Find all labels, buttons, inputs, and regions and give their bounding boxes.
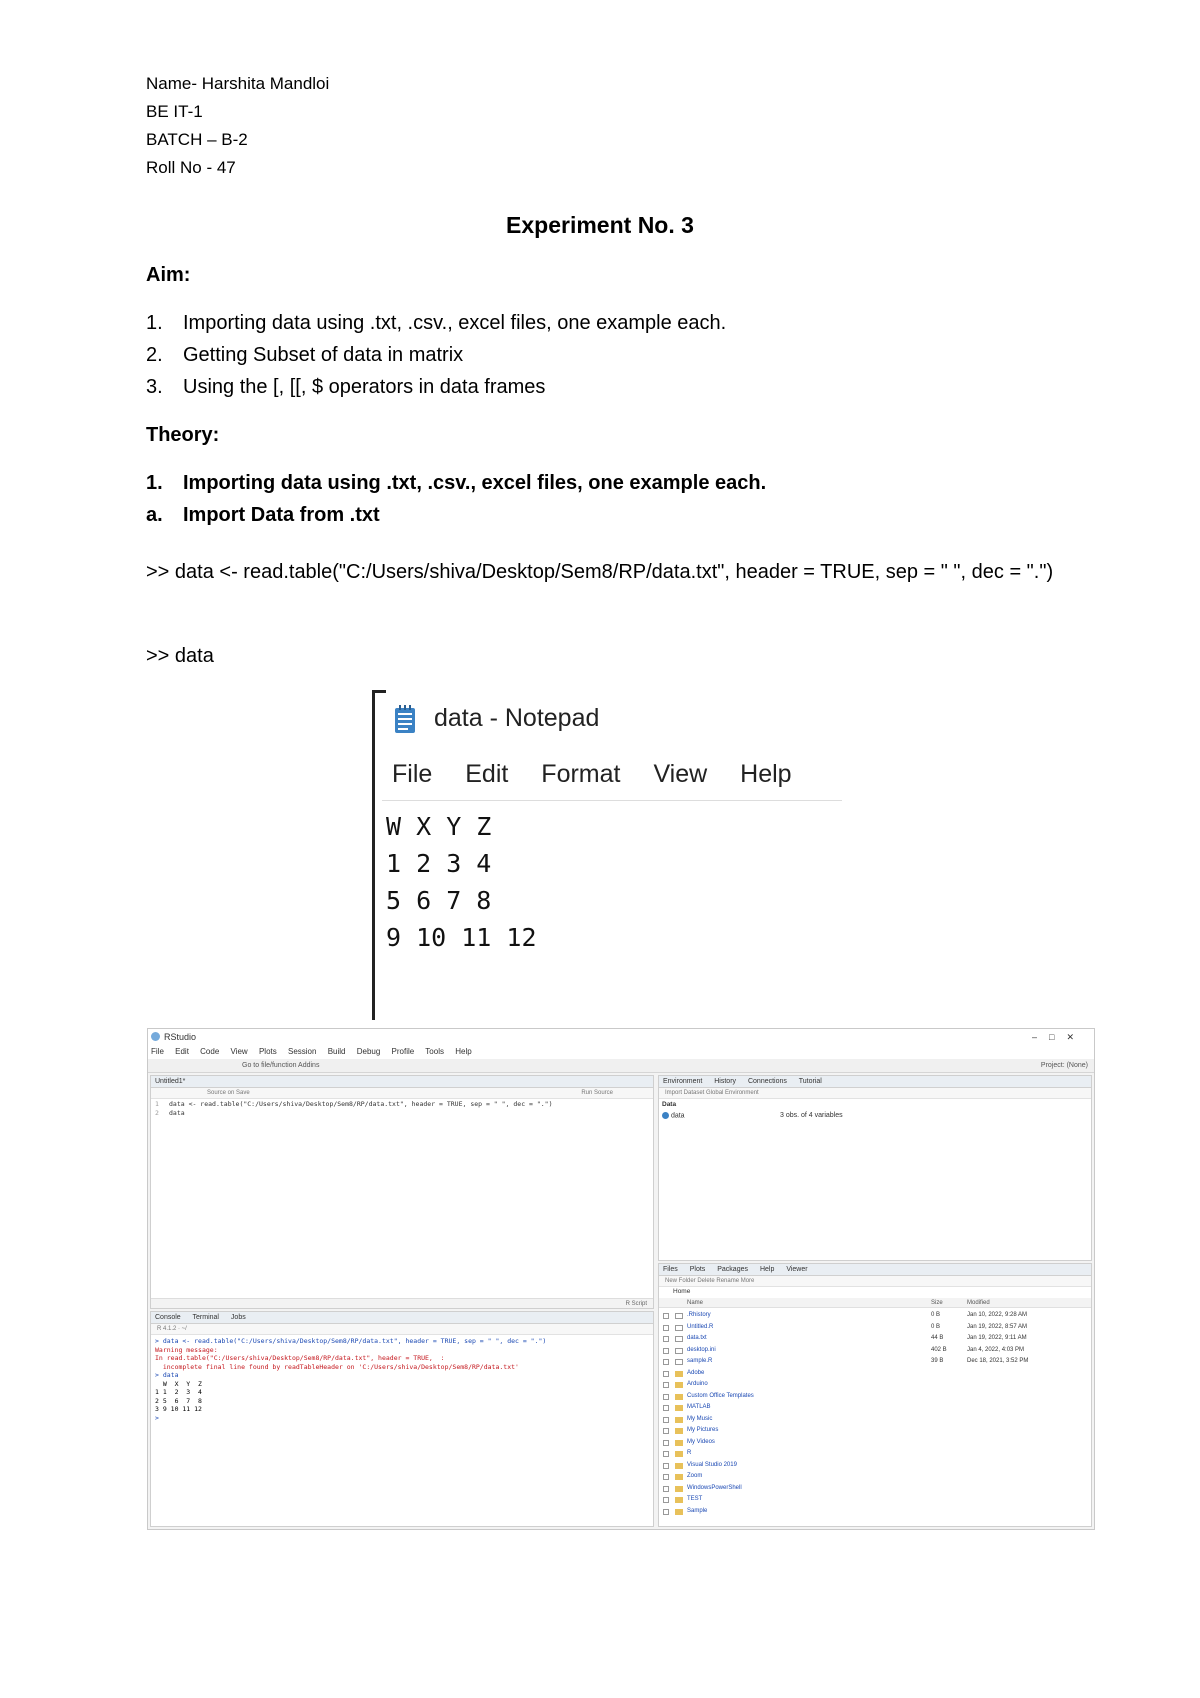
file-name[interactable]: Visual Studio 2019	[687, 1461, 737, 1468]
theory-heading: Theory:	[146, 424, 220, 446]
file-checkbox[interactable]	[663, 1405, 669, 1411]
line-numbers: 1 2	[155, 1100, 159, 1117]
file-name[interactable]: WindowsPowerShell	[687, 1484, 742, 1491]
folder-icon	[675, 1474, 683, 1480]
file-row[interactable]	[659, 1471, 1091, 1483]
rs-menu-tools[interactable]: Tools	[425, 1047, 444, 1056]
file-checkbox[interactable]	[663, 1336, 669, 1342]
file-row[interactable]	[659, 1391, 1091, 1403]
file-checkbox[interactable]	[663, 1428, 669, 1434]
tab-terminal[interactable]: Terminal	[192, 1314, 219, 1321]
console-line: > data	[155, 1371, 179, 1379]
file-modified: Jan 4, 2022, 4:03 PM	[967, 1346, 1025, 1353]
folder-icon	[675, 1486, 683, 1492]
student-name: Name- Harshita Mandloi	[146, 74, 330, 93]
editor-tabs	[151, 1076, 653, 1088]
expand-icon[interactable]	[662, 1112, 669, 1119]
theory-sub-a: a. Import Data from .txt	[146, 504, 380, 526]
console-line: 1 1 2 3 4	[155, 1388, 202, 1396]
notepad-title: data - Notepad	[434, 704, 600, 732]
tab-console[interactable]: Console	[155, 1314, 181, 1321]
console-line: incomplete final line found by readTableHeader on 'C:/Users/shiva/Desktop/Sem8/RP/data.txt'	[155, 1362, 519, 1371]
tab-jobs[interactable]: Jobs	[230, 1314, 246, 1321]
menu-edit[interactable]: Edit	[465, 760, 509, 788]
file-row[interactable]	[659, 1506, 1091, 1518]
file-icon	[675, 1359, 683, 1365]
file-checkbox[interactable]	[663, 1382, 669, 1388]
file-name[interactable]: R	[687, 1450, 692, 1456]
files-list	[659, 1310, 1091, 1517]
tab-viewer[interactable]: Viewer	[786, 1266, 808, 1273]
file-checkbox[interactable]	[663, 1417, 669, 1423]
files-tabs	[659, 1264, 1091, 1276]
file-name[interactable]: Adobe	[687, 1369, 705, 1376]
environment-tabs	[659, 1076, 1091, 1088]
file-row[interactable]	[659, 1322, 1091, 1334]
file-row[interactable]	[659, 1494, 1091, 1506]
file-row[interactable]	[659, 1402, 1091, 1414]
folder-icon	[675, 1394, 683, 1400]
tab-plots[interactable]: Plots	[689, 1266, 706, 1273]
file-checkbox[interactable]	[663, 1440, 669, 1446]
tab-files[interactable]: Files	[663, 1266, 678, 1273]
tab-untitled1[interactable]: Untitled1*	[155, 1078, 186, 1085]
console-path: R 4.1.2 · ~/	[151, 1324, 653, 1335]
folder-icon	[675, 1382, 683, 1388]
file-checkbox[interactable]	[663, 1451, 669, 1457]
file-checkbox[interactable]	[663, 1463, 669, 1469]
tab-connections[interactable]: Connections	[747, 1078, 787, 1085]
file-name[interactable]: TEST	[687, 1496, 703, 1502]
folder-icon	[675, 1428, 683, 1434]
folder-icon	[675, 1497, 683, 1503]
notepad-content[interactable]: W X Y Z 1 2 3 4 5 6 7 8 9 10 11 12	[386, 812, 537, 952]
files-breadcrumb[interactable]: Home	[673, 1288, 691, 1295]
file-modified: Jan 10, 2022, 9:28 AM	[967, 1312, 1028, 1318]
file-name[interactable]: sample.R	[687, 1358, 713, 1364]
rs-menu-debug[interactable]: Debug	[356, 1047, 381, 1056]
console-line: Warning message:	[155, 1345, 218, 1354]
tab-packages[interactable]: Packages	[717, 1266, 748, 1273]
menu-divider	[382, 800, 842, 801]
file-row[interactable]	[659, 1448, 1091, 1460]
file-name[interactable]: My Pictures	[687, 1427, 719, 1433]
menu-file[interactable]: File	[392, 760, 433, 788]
file-row[interactable]	[659, 1310, 1091, 1322]
console-tabs	[151, 1312, 653, 1324]
file-name[interactable]: data.txt	[687, 1335, 707, 1341]
editor-pane	[150, 1075, 654, 1309]
file-checkbox[interactable]	[663, 1394, 669, 1400]
console-output[interactable]	[155, 1337, 546, 1422]
env-row-data[interactable]: data 3 obs. of 4 variables	[662, 1112, 1042, 1119]
folder-icon	[675, 1463, 683, 1469]
code-read-table: >> data <- read.table("C:/Users/shiva/Desktop/Sem8/RP/data.txt", header = TRUE, sep = " ", dec = ".")	[146, 561, 1054, 583]
file-size: 0 B	[931, 1323, 941, 1330]
file-row[interactable]	[659, 1333, 1091, 1345]
rs-menu-file[interactable]: File	[151, 1047, 164, 1056]
rs-menu-help[interactable]: Help	[455, 1047, 472, 1056]
screenshot-edge-top	[372, 690, 386, 693]
rs-menu-view[interactable]: View	[230, 1047, 248, 1056]
rs-menu-build[interactable]: Build	[327, 1047, 346, 1056]
file-row[interactable]	[659, 1425, 1091, 1437]
student-class: BE IT-1	[146, 102, 203, 121]
file-row[interactable]	[659, 1483, 1091, 1495]
files-toolbar: New Folder Delete Rename More	[659, 1276, 1091, 1287]
file-row[interactable]	[659, 1460, 1091, 1472]
rstudio-logo-icon	[151, 1032, 160, 1041]
menu-help[interactable]: Help	[740, 760, 792, 788]
file-size: 0 B	[931, 1312, 941, 1318]
file-checkbox[interactable]	[663, 1325, 669, 1331]
notepad-screenshot	[372, 690, 842, 1020]
environment-toolbar: Import Dataset Global Environment	[659, 1088, 1091, 1099]
rs-menu-session[interactable]: Session	[287, 1047, 317, 1056]
rstudio-titlebar: RStudio –□✕	[148, 1029, 1094, 1045]
file-modified: Jan 19, 2022, 9:11 AM	[967, 1335, 1027, 1341]
files-header: Name Size Modified	[659, 1298, 1091, 1308]
file-size: 39 B	[931, 1358, 944, 1364]
aim-item-1: 1. Importing data using .txt, .csv., excel files, one example each.	[146, 312, 727, 334]
file-row[interactable]	[659, 1414, 1091, 1426]
file-checkbox[interactable]	[663, 1359, 669, 1365]
goto-file-input[interactable]: Go to file/function Addins	[242, 1062, 320, 1069]
experiment-title: Experiment No. 3	[506, 212, 694, 238]
file-row[interactable]	[659, 1368, 1091, 1380]
file-size: 44 B	[931, 1335, 944, 1341]
file-name[interactable]: desktop.ini	[687, 1346, 716, 1353]
file-checkbox[interactable]	[663, 1313, 669, 1319]
file-icon	[675, 1313, 683, 1319]
file-name[interactable]: Custom Office Templates	[687, 1392, 754, 1399]
file-name[interactable]: Untitled.R	[687, 1323, 714, 1330]
aim-item-2: 2. Getting Subset of data in matrix	[146, 344, 464, 366]
aim-item-3: 3. Using the [, [[, $ operators in data frames	[146, 376, 546, 398]
console-line: In read.table("C:/Users/shiva/Desktop/Sem8/RP/data.txt", header = TRUE, :	[155, 1354, 445, 1362]
file-name[interactable]: Zoom	[687, 1473, 703, 1479]
file-modified: Jan 19, 2022, 8:57 AM	[967, 1323, 1028, 1330]
file-name[interactable]: MATLAB	[687, 1404, 711, 1410]
folder-icon	[675, 1417, 683, 1423]
file-checkbox[interactable]	[663, 1486, 669, 1492]
rstudio-menubar	[148, 1045, 1094, 1059]
console-pane	[150, 1311, 654, 1527]
file-checkbox[interactable]	[663, 1497, 669, 1503]
console-line: >	[155, 1413, 159, 1422]
file-checkbox[interactable]	[663, 1348, 669, 1354]
rs-menu-profile[interactable]: Profile	[391, 1047, 415, 1056]
theory-item-1: 1. Importing data using .txt, .csv., excel files, one example each.	[146, 472, 767, 494]
source-on-save-checkbox[interactable]: Source on Save	[207, 1090, 250, 1096]
file-row[interactable]	[659, 1379, 1091, 1391]
rs-menu-plots[interactable]: Plots	[258, 1047, 277, 1056]
folder-icon	[675, 1405, 683, 1411]
tab-history[interactable]: History	[714, 1078, 737, 1085]
tab-help[interactable]: Help	[759, 1266, 775, 1273]
run-source-buttons[interactable]: Run Source	[581, 1090, 613, 1096]
file-icon	[675, 1336, 683, 1342]
file-icon	[675, 1348, 683, 1354]
file-name[interactable]: Sample	[687, 1507, 708, 1514]
file-row[interactable]	[659, 1356, 1091, 1368]
editor-statusbar: R Script	[151, 1298, 653, 1308]
menu-format[interactable]: Format	[541, 760, 621, 788]
console-line: W X Y Z	[155, 1379, 202, 1388]
notepad-menu	[392, 760, 818, 789]
window-controls[interactable]: –□✕	[1032, 1032, 1086, 1042]
file-row[interactable]	[659, 1345, 1091, 1357]
console-line: > data <- read.table("C:/Users/shiva/Desktop/Sem8/RP/data.txt", header = TRUE, sep = " ", dec = ".")	[155, 1337, 547, 1345]
folder-icon	[675, 1509, 683, 1515]
file-modified: Dec 18, 2021, 3:52 PM	[967, 1358, 1029, 1364]
file-checkbox[interactable]	[663, 1474, 669, 1480]
rstudio-screenshot	[147, 1028, 1095, 1530]
screenshot-edge	[372, 690, 375, 1020]
file-checkbox[interactable]	[663, 1509, 669, 1515]
file-name[interactable]: My Videos	[687, 1438, 715, 1445]
menu-view[interactable]: View	[653, 760, 708, 788]
environment-pane	[658, 1075, 1092, 1261]
file-checkbox[interactable]	[663, 1371, 669, 1377]
project-menu[interactable]: Project: (None)	[1040, 1062, 1088, 1069]
env-section-data: Data	[662, 1101, 677, 1108]
tab-tutorial[interactable]: Tutorial	[798, 1078, 822, 1085]
code-print-data: >> data	[146, 645, 214, 667]
folder-icon	[675, 1440, 683, 1446]
editor-code[interactable]: data <- read.table("C:/Users/shiva/Desktop/Sem8/RP/data.txt", header = TRUE, sep = " ", dec = ".") data	[169, 1100, 553, 1117]
rstudio-toolbar	[148, 1059, 1094, 1073]
student-roll: Roll No - 47	[146, 158, 236, 177]
aim-heading: Aim:	[146, 264, 191, 286]
rs-menu-edit[interactable]: Edit	[175, 1047, 189, 1056]
file-name[interactable]: Arduino	[687, 1381, 708, 1387]
file-name[interactable]: .Rhistory	[687, 1312, 711, 1318]
files-pane	[658, 1263, 1092, 1527]
console-line: 3 9 10 11 12	[155, 1405, 202, 1413]
tab-environment[interactable]: Environment	[663, 1078, 703, 1085]
editor-toolbar	[151, 1088, 653, 1099]
file-row[interactable]	[659, 1437, 1091, 1449]
folder-icon	[675, 1371, 683, 1377]
rs-menu-code[interactable]: Code	[200, 1047, 220, 1056]
notepad-icon	[394, 704, 416, 734]
file-icon	[675, 1325, 683, 1331]
file-name[interactable]: My Music	[687, 1415, 713, 1422]
folder-icon	[675, 1451, 683, 1457]
file-size: 402 B	[931, 1346, 947, 1353]
console-line: 2 5 6 7 8	[155, 1396, 202, 1405]
student-batch: BATCH – B-2	[146, 130, 248, 149]
